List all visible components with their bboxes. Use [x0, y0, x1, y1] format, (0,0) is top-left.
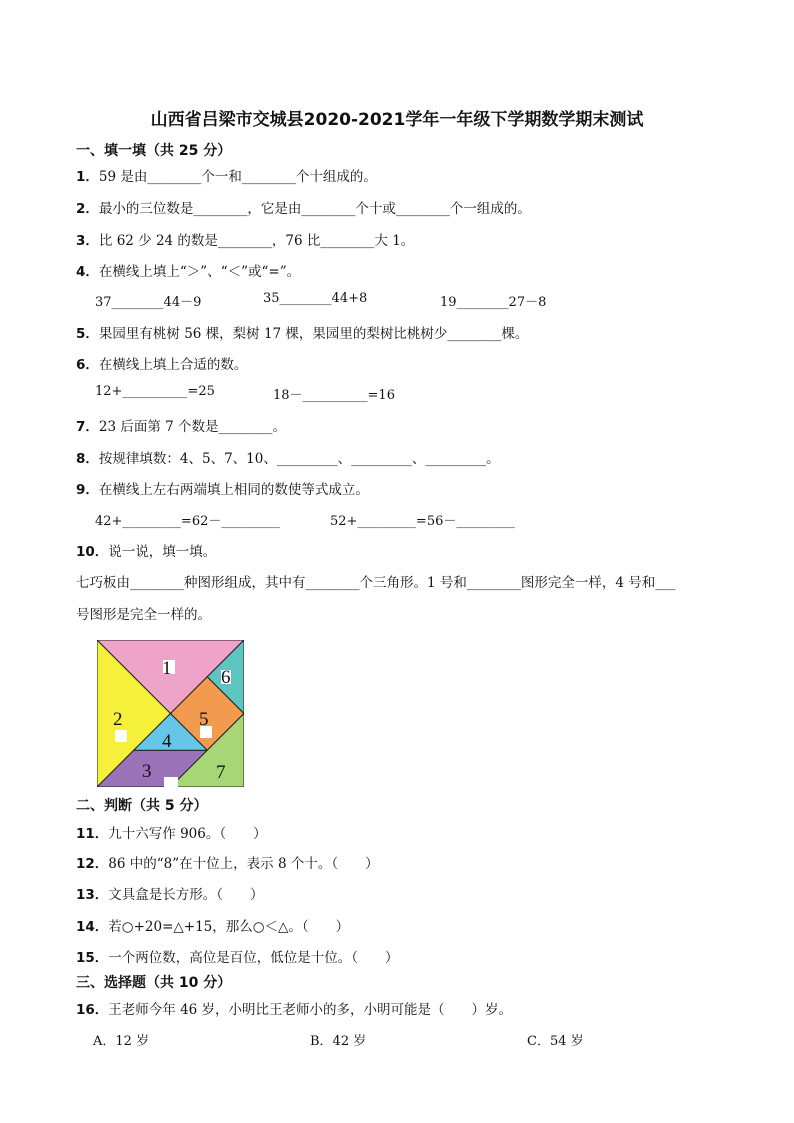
question-3: [76, 229, 414, 249]
question-6: [76, 353, 247, 373]
section-heading-fill: 一、填一填（共 25 分）: [76, 143, 232, 159]
question-15: [76, 946, 399, 966]
tangram-label-1: 1: [162, 658, 172, 679]
tangram-figure: [97, 640, 244, 787]
question-number: 7．: [76, 419, 99, 435]
option-c: C．54 岁: [527, 1034, 584, 1049]
question-text: 在横线上填上“＞”、“＜”或“=”。: [98, 264, 301, 280]
question-12: [76, 852, 379, 872]
question-text: 59 是由________个一和________个十组成的。: [98, 169, 377, 185]
question-10: [76, 540, 216, 560]
section-heading-choice: 三、选择题（共 10 分）: [76, 975, 232, 991]
question-text: 最小的三位数是________，它是由________个十或________个一组成的。: [98, 201, 531, 217]
question-number: 2．: [76, 201, 99, 217]
question-text: 在横线上左右两端填上相同的数使等式成立。: [98, 482, 369, 498]
equation-item-1: 42+_________=62－_________: [95, 514, 280, 529]
question-number: 4．: [76, 264, 99, 280]
question-number: 11．: [76, 826, 109, 842]
tangram-label-4: 4: [162, 731, 172, 752]
question-number: 13．: [76, 887, 109, 903]
compare-item-3: 19________27－8: [440, 295, 547, 310]
question-number: 9．: [76, 482, 99, 498]
tangram-label-2: 2: [113, 709, 123, 730]
question-14: [76, 915, 349, 935]
question-5: [76, 322, 528, 342]
question-number: 12．: [76, 856, 109, 872]
question-16: [76, 998, 512, 1018]
question-text: 按规律填数：4、5、7、10、_________、_________、_________。: [98, 451, 500, 467]
question-text: 王老师今年 46 岁，小明比王老师小的多，小明可能是（ ）岁。: [108, 1002, 513, 1018]
question-number: 5．: [76, 326, 99, 342]
tangram-label-7: 7: [216, 762, 226, 783]
question-text: 86 中的“8”在十位上，表示 8 个十。（ ）: [108, 856, 379, 872]
question-text: 23 后面第 7 个数是________。: [98, 419, 287, 435]
question-text: 九十六写作 906。（ ）: [108, 826, 267, 842]
question-9: [76, 478, 369, 498]
compare-item-2: 35________44+8: [263, 291, 368, 306]
question-11: [76, 822, 267, 842]
option-b: B．42 岁: [310, 1034, 367, 1049]
question-number: 15．: [76, 950, 109, 966]
question-7: [76, 415, 286, 435]
question-1: [76, 165, 377, 185]
question-text: 若○+20=△+15，那么○＜△。（ ）: [108, 919, 350, 935]
fill-item-2: 18－__________=16: [273, 388, 395, 403]
tangram-label-5: 5: [199, 709, 209, 730]
compare-item-1: 37________44－9: [95, 295, 202, 310]
question-2: [76, 197, 531, 217]
question-number: 6．: [76, 357, 99, 373]
question-text: 在横线上填上合适的数。: [98, 357, 248, 373]
question-number: 3．: [76, 233, 99, 249]
question-8: [76, 447, 500, 467]
fill-item-1: 12+__________=25: [95, 384, 215, 399]
page-title: 山西省吕梁市交城县2020-2021学年一年级下学期数学期末测试: [150, 110, 644, 130]
option-a: A．12 岁: [93, 1034, 150, 1049]
tangram-label-6: 6: [221, 667, 231, 688]
question-number: 8．: [76, 451, 99, 467]
question-10-line-1: 七巧板由________种图形组成，其中有________个三角形。1 号和________图形完全一样，4 号和___: [76, 575, 676, 591]
question-text: 一个两位数，高位是百位，低位是十位。（ ）: [108, 950, 399, 966]
question-10-line-2: 号图形是完全一样的。: [76, 607, 211, 623]
section-heading-judge: 二、判断（共 5 分）: [76, 798, 208, 814]
question-number: 14．: [76, 919, 109, 935]
question-text: 果园里有桃树 56 棵，梨树 17 棵，果园里的梨树比桃树少________棵。: [98, 326, 529, 342]
question-13: [76, 883, 264, 903]
question-text: 文具盒是长方形。（ ）: [108, 887, 264, 903]
tangram-label-3: 3: [142, 761, 152, 782]
question-number: 10．: [76, 544, 109, 560]
question-number: 16．: [76, 1002, 109, 1018]
question-4: [76, 260, 300, 280]
question-number: 1．: [76, 169, 99, 185]
question-text: 说一说，填一填。: [108, 544, 217, 560]
equation-item-2: 52+_________=56－_________: [330, 514, 515, 529]
question-text: 比 62 少 24 的数是________，76 比________大 1。: [98, 233, 415, 249]
